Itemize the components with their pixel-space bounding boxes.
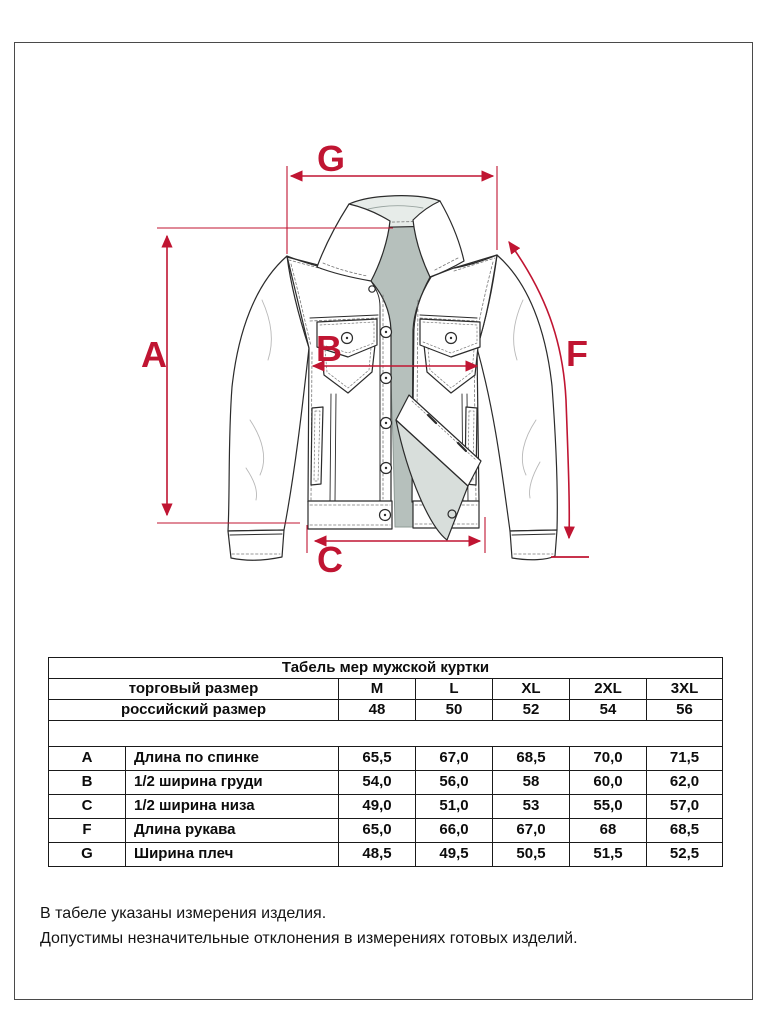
russian-size-label: российский размер xyxy=(49,700,339,721)
value-cell: 60,0 xyxy=(570,771,647,795)
russian-size-row xyxy=(49,700,723,721)
trade-size-l: L xyxy=(416,679,493,700)
table-title: Табель мер мужской куртки xyxy=(49,658,723,679)
label-A: A xyxy=(141,334,167,375)
value-cell: 55,0 xyxy=(570,795,647,819)
value-cell: 68,5 xyxy=(493,747,570,771)
collar-snap-button xyxy=(369,286,375,292)
value-cell: 67,0 xyxy=(493,819,570,843)
label-F: F xyxy=(566,333,588,374)
value-cell: 67,0 xyxy=(416,747,493,771)
trade-size-m: M xyxy=(339,679,416,700)
table-title-row xyxy=(49,658,723,679)
value-cell: 68,5 xyxy=(647,819,723,843)
value-cell: 58 xyxy=(493,771,570,795)
value-cell: 66,0 xyxy=(416,819,493,843)
value-cell: 49,5 xyxy=(416,843,493,867)
name-cell: Длина рукава xyxy=(126,819,339,843)
value-cell: 57,0 xyxy=(647,795,723,819)
measurement-row-f xyxy=(49,819,723,843)
left-welt-pocket xyxy=(311,407,323,485)
name-cell: Ширина плеч xyxy=(126,843,339,867)
trade-size-row xyxy=(49,679,723,700)
value-cell: 48,5 xyxy=(339,843,416,867)
measurement-row-a xyxy=(49,747,723,771)
russian-size-52: 52 xyxy=(493,700,570,721)
russian-size-56: 56 xyxy=(647,700,723,721)
label-G: G xyxy=(317,138,346,179)
letter-cell: G xyxy=(49,843,126,867)
trade-size-xl: XL xyxy=(493,679,570,700)
name-cell: 1/2 ширина низа xyxy=(126,795,339,819)
value-cell: 49,0 xyxy=(339,795,416,819)
value-cell: 50,5 xyxy=(493,843,570,867)
letter-cell: B xyxy=(49,771,126,795)
trade-size-3xl: 3XL xyxy=(647,679,723,700)
value-cell: 52,5 xyxy=(647,843,723,867)
footer-notes xyxy=(40,901,720,951)
footer-note-1: В табеле указаны измерения изделия. xyxy=(40,905,327,922)
value-cell: 68 xyxy=(570,819,647,843)
value-cell: 70,0 xyxy=(570,747,647,771)
name-cell: Длина по спинке xyxy=(126,747,339,771)
russian-size-50: 50 xyxy=(416,700,493,721)
russian-size-48: 48 xyxy=(339,700,416,721)
value-cell: 65,0 xyxy=(339,819,416,843)
letter-cell: C xyxy=(49,795,126,819)
jacket-drawing xyxy=(228,196,557,560)
value-cell: 51,5 xyxy=(570,843,647,867)
value-cell: 53 xyxy=(493,795,570,819)
russian-size-54: 54 xyxy=(570,700,647,721)
name-cell: 1/2 ширина груди xyxy=(126,771,339,795)
value-cell: 51,0 xyxy=(416,795,493,819)
footer-note-2: Допустимы незначительные отклонения в измерениях готовых изделий. xyxy=(40,930,578,947)
spacer-row xyxy=(49,721,723,747)
value-cell: 65,5 xyxy=(339,747,416,771)
trade-size-2xl: 2XL xyxy=(570,679,647,700)
trade-size-label: торговый размер xyxy=(49,679,339,700)
value-cell: 54,0 xyxy=(339,771,416,795)
value-cell: 62,0 xyxy=(647,771,723,795)
spacer-cell xyxy=(49,721,723,747)
measurement-row-g xyxy=(49,843,723,867)
label-B: B xyxy=(316,328,342,369)
size-table xyxy=(48,657,723,867)
label-C: C xyxy=(317,539,343,580)
letter-cell: F xyxy=(49,819,126,843)
value-cell: 71,5 xyxy=(647,747,723,771)
measurement-row-b xyxy=(49,771,723,795)
measurement-row-c xyxy=(49,795,723,819)
value-cell: 56,0 xyxy=(416,771,493,795)
letter-cell: A xyxy=(49,747,126,771)
